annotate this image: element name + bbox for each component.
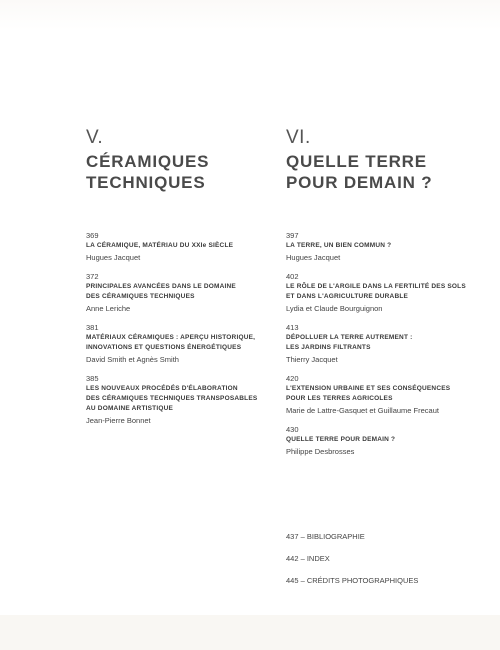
toc-entry[interactable]: [86, 230, 271, 263]
entry-page-number: 372: [86, 272, 99, 281]
part-v-heading: [86, 127, 266, 193]
part-vi-heading: [286, 127, 461, 193]
toc-entry[interactable]: [86, 322, 271, 365]
entry-page-number: 402: [286, 272, 299, 281]
back-matter-index[interactable]: 442 – INDEX: [286, 554, 330, 563]
entry-author: Anne Leriche: [86, 304, 131, 313]
part-vi-numeral: VI.: [286, 127, 311, 148]
entry-page-number: 381: [86, 323, 99, 332]
entry-page-number: 413: [286, 323, 299, 332]
entry-title: MATÉRIAUX CÉRAMIQUES : APERÇU HISTORIQUE, INNOVATIONS ET QUESTIONS ÉNERGÉTIQUES: [86, 334, 256, 351]
entry-author: Lydia et Claude Bourguignon: [286, 304, 383, 313]
entry-page-number: 397: [286, 231, 299, 240]
toc-entry[interactable]: [86, 373, 271, 426]
part-vi-title: QUELLE TERRE POUR DEMAIN ?: [286, 152, 433, 192]
back-matter-photo-credits[interactable]: 445 – CRÉDITS PHOTOGRAPHIQUES: [286, 576, 419, 585]
entry-page-number: 420: [286, 374, 299, 383]
entry-page-number: 385: [86, 374, 99, 383]
entry-author: Philippe Desbrosses: [286, 447, 355, 456]
part-v-title: CÉRAMIQUES TECHNIQUES: [86, 152, 210, 192]
entry-title: PRINCIPALES AVANCÉES DANS LE DOMAINE DES CÉRAMIQUES TECHNIQUES: [86, 283, 236, 300]
entry-title: QUELLE TERRE POUR DEMAIN ?: [286, 436, 396, 443]
entry-author: David Smith et Agnès Smith: [86, 355, 179, 364]
entry-title: DÉPOLLUER LA TERRE AUTREMENT : LES JARDINS FILTRANTS: [286, 334, 413, 351]
entry-page-number: 430: [286, 425, 299, 434]
toc-entry[interactable]: [86, 271, 271, 314]
back-matter-bibliography[interactable]: 437 – BIBLIOGRAPHIE: [286, 532, 365, 541]
toc-entry[interactable]: [286, 424, 466, 457]
entry-author: Jean-Pierre Bonnet: [86, 416, 151, 425]
entry-author: Marie de Lattre-Gasquet et Guillaume Frecaut: [286, 406, 439, 415]
toc-entry[interactable]: [286, 322, 466, 365]
toc-entry[interactable]: [286, 230, 466, 263]
entry-author: Hugues Jacquet: [86, 253, 141, 262]
toc-entry[interactable]: [286, 271, 466, 314]
back-matter-list: [286, 531, 476, 597]
page-edge-bottom: [0, 615, 500, 650]
page-edge-top: [0, 0, 500, 30]
part-v-entries: [86, 230, 271, 434]
entry-title: L'EXTENSION URBAINE ET SES CONSÉQUENCES POUR LES TERRES AGRICOLES: [286, 385, 451, 402]
entry-page-number: 369: [86, 231, 99, 240]
entry-title: LES NOUVEAUX PROCÉDÉS D'ÉLABORATION DES CÉRAMIQUES TECHNIQUES TRANSPOSABLES AU DOMAINE ARTISTIQUE: [86, 385, 258, 412]
entry-author: Hugues Jacquet: [286, 253, 341, 262]
entry-author: Thierry Jacquet: [286, 355, 338, 364]
entry-title: LA TERRE, UN BIEN COMMUN ?: [286, 242, 392, 249]
entry-title: LA CÉRAMIQUE, MATÉRIAU DU XXIe SIÈCLE: [86, 242, 234, 249]
part-vi-entries: [286, 230, 466, 465]
toc-entry[interactable]: [286, 373, 466, 416]
part-v-numeral: V.: [86, 127, 104, 148]
entry-title: LE RÔLE DE L'ARGILE DANS LA FERTILITÉ DES SOLS ET DANS L'AGRICULTURE DURABLE: [286, 283, 466, 300]
